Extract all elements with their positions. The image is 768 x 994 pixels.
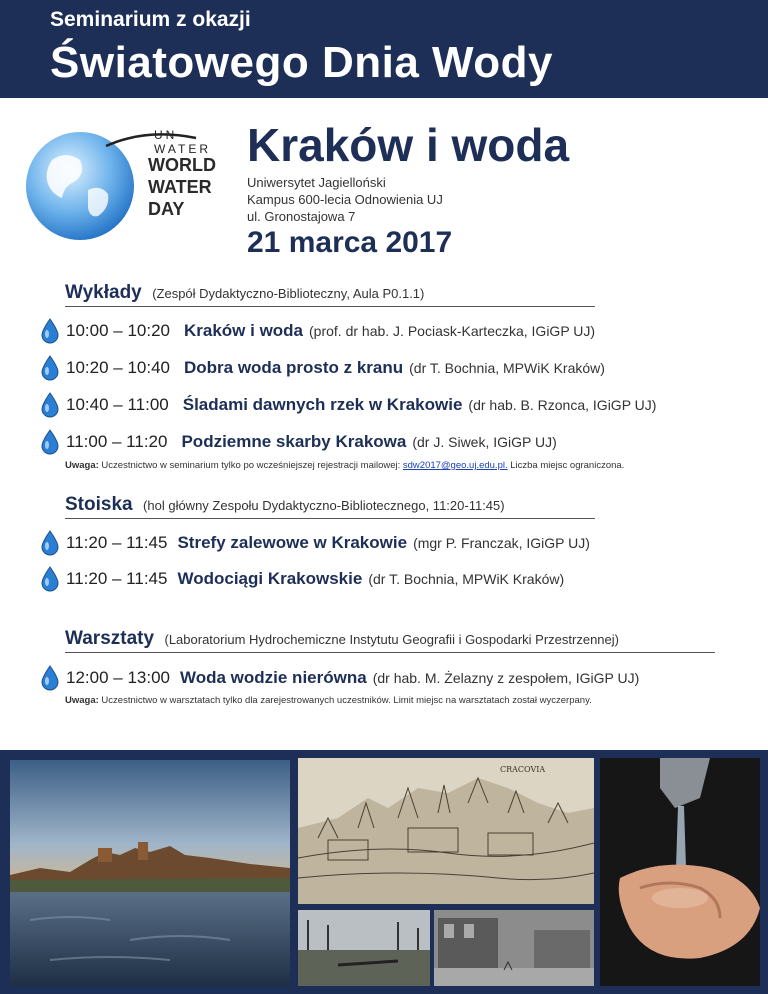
historic-engraving [298, 758, 594, 904]
stand-title: Strefy zalewowe w Krakowie [177, 533, 408, 552]
workshop-speaker: (dr hab. M. Żelazny z zespołem, IGiGP UJ) [372, 670, 640, 686]
water-drop-icon [40, 355, 60, 381]
header-subtitle: Seminarium z okazji [50, 8, 251, 31]
photo-band [0, 750, 768, 994]
lecture-row [40, 392, 656, 418]
stand-row [40, 530, 590, 556]
historic-flood-image [434, 910, 594, 986]
logo-line-world: WORLD [148, 155, 216, 175]
water-drop-icon [40, 665, 60, 691]
stands-location: (hol główny Zespołu Dydaktyczno-Bibliotecznego, 11:20-11:45) [143, 498, 505, 513]
lectures-heading [65, 282, 595, 307]
address-line-1: Uniwersytet Jagielloński [247, 175, 386, 190]
stand-title: Wodociągi Krakowskie [177, 569, 363, 588]
lecture-time: 10:40 – 11:00 [66, 395, 169, 414]
address-line-2: Kampus 600-lecia Odnowienia UJ [247, 192, 443, 207]
note-tail: Liczba miejsc ograniczona. [507, 460, 625, 471]
lecture-speaker: (dr hab. B. Rzonca, IGiGP UJ) [468, 397, 657, 413]
flood-street-photo [434, 910, 594, 986]
stand-speaker: (mgr P. Franczak, IGiGP UJ) [413, 535, 590, 551]
park-photo [298, 910, 430, 986]
un-water-label: UN WATER [154, 128, 211, 156]
workshop-time: 12:00 – 13:00 [66, 668, 170, 687]
cracovia-engraving-image [298, 758, 594, 904]
lecture-title: Podziemne skarby Krakowa [181, 432, 407, 451]
stands-heading [65, 494, 595, 519]
water-drop-icon [40, 566, 60, 592]
registration-email-link[interactable]: sdw2017@geo.uj.edu.pl. [402, 460, 508, 471]
address-line-3: ul. Gronostajowa 7 [247, 209, 356, 224]
logo-line-day: DAY [148, 199, 185, 219]
water-drop-icon [40, 530, 60, 556]
water-drop-icon [40, 392, 60, 418]
world-water-day-text [148, 154, 216, 220]
lecture-time: 10:00 – 10:20 [66, 321, 170, 340]
logo-line-water: WATER [148, 177, 212, 197]
lecture-time: 10:20 – 10:40 [66, 358, 170, 377]
lectures-location: (Zespół Dydaktyczno-Biblioteczny, Aula P0.1.1) [152, 286, 425, 301]
hands-under-tap-image [600, 758, 760, 986]
lecture-speaker: (dr J. Siwek, IGiGP UJ) [412, 434, 557, 450]
stand-time: 11:20 – 11:45 [66, 569, 168, 588]
note-label: Uwaga: [65, 460, 99, 471]
stand-speaker: (dr T. Bochnia, MPWiK Kraków) [368, 571, 565, 587]
wawel-castle-image [10, 760, 290, 986]
wawel-river-photo [10, 760, 290, 986]
workshops-heading [65, 628, 715, 653]
workshop-row [40, 665, 639, 691]
lecture-row [40, 318, 595, 344]
note-label: Uwaga: [65, 695, 99, 706]
lecture-title: Kraków i woda [183, 321, 304, 340]
note-text: Uczestnictwo w warsztatach tylko dla zarejestrowanych uczestników. Limit miejsc na warsztatach został wyczerpany. [98, 695, 592, 706]
workshop-title: Woda wodzie nierówna [179, 668, 367, 687]
water-drop-icon [40, 318, 60, 344]
lecture-row [40, 429, 557, 455]
stands-label: Stoiska [65, 494, 133, 515]
lecture-time: 11:00 – 11:20 [66, 432, 168, 451]
lectures-label: Wykłady [65, 282, 142, 303]
workshops-note [65, 695, 592, 706]
park-image [298, 910, 430, 986]
water-drop-icon [40, 429, 60, 455]
lecture-row [40, 355, 605, 381]
header-band [0, 0, 768, 98]
lecture-speaker: (prof. dr hab. J. Pociask-Karteczka, IGiGP UJ) [309, 323, 596, 339]
engraving-caption: CRACOVIA [500, 765, 546, 774]
header-title: Światowego Dnia Wody [50, 38, 554, 87]
lectures-note [65, 460, 624, 471]
world-water-day-logo [22, 120, 232, 250]
lecture-speaker: (dr T. Bochnia, MPWiK Kraków) [409, 360, 605, 376]
workshops-location: (Laboratorium Hydrochemiczne Instytutu Geografii i Gospodarki Przestrzennej) [164, 632, 619, 647]
stand-time: 11:20 – 11:45 [66, 533, 168, 552]
event-date: 21 marca 2017 [247, 226, 453, 259]
event-address [247, 174, 443, 225]
lecture-title: Śladami dawnych rzek w Krakowie [182, 395, 463, 414]
workshops-label: Warsztaty [65, 628, 155, 649]
note-text: Uczestnictwo w seminarium tylko po wcześniejszej rejestracji mailowej: [98, 460, 403, 471]
hands-water-photo [600, 758, 760, 986]
stand-row [40, 566, 564, 592]
event-title: Kraków i woda [247, 119, 570, 171]
lecture-title: Dobra woda prosto z kranu [183, 358, 404, 377]
